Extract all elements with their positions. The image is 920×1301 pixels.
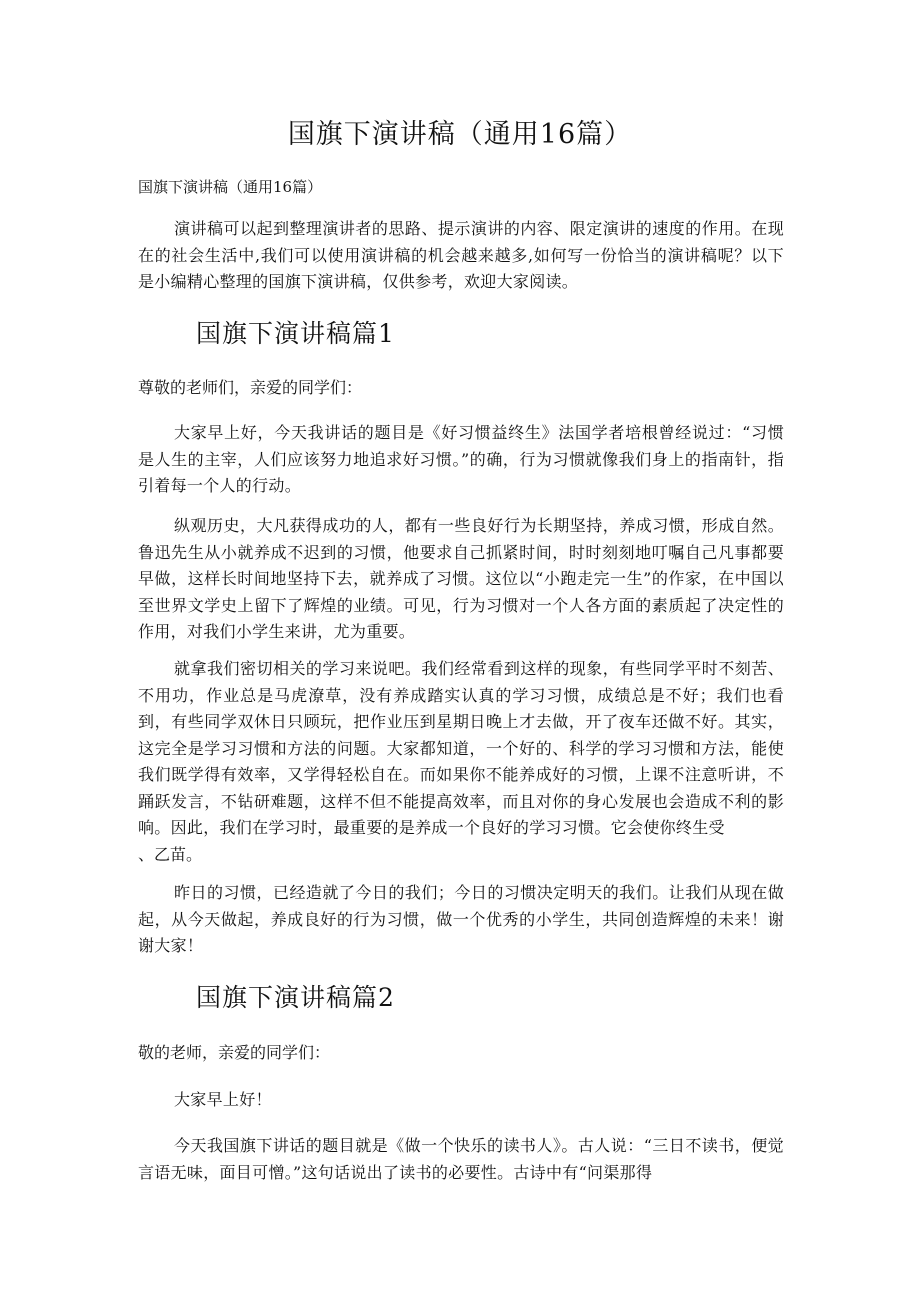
paragraph-1-3: 就拿我们密切相关的学习来说吧。我们经常看到这样的现象，有些同学平时不刻苦、不用功，作业总是马虎潦草，没有养成踏实认真的学习习惯，成绩总是不好；我们也看到，有些同学双休日只顾玩，把作业压到星期日晚上才去做，开了夜车还做不好。其实，这完全是学习习惯和方法的问题。大家都知道，一个好的、科学的学习习惯和方法，能使我们既学得有效率，又学得轻松自在。而如果你不能养成好的习惯，上课不注意听讲，不踊跃发言，不钻研难题，这样不但不能提高效率，而且对你的身心发展也会造成不利的影响。因此，我们在学习时，最重要的是养成一个良好的学习习惯。它会使你终生受: [138, 659, 784, 837]
paragraph-1-4: 昨日的习惯，已经造就了今日的我们；今日的习惯决定明天的我们。让我们从现在做起，从今天做起，养成良好的行为习惯，做一个优秀的小学生，共同创造辉煌的未来！谢谢大家！: [138, 883, 784, 955]
text-fragment: 、乙苗。: [138, 845, 203, 864]
intro-paragraph: 演讲稿可以起到整理演讲者的思路、提示演讲的内容、限定演讲的速度的作用。在现在的社会生活中,我们可以使用演讲稿的机会越来越多,如何写一份恰当的演讲稿呢？以下是小编精心整理的国旗下演讲稿，仅供参考，欢迎大家阅读。: [138, 219, 784, 291]
paragraph-2-2: 今天我国旗下讲话的题目就是《做一个快乐的读书人》。古人说：“三日不读书，便觉言语无味，面目可憎。”这句话说出了读书的必要性。古诗中有“问渠那得: [138, 1136, 784, 1182]
greeting-1: 尊敬的老师们，亲爱的同学们：: [138, 378, 363, 397]
section-heading-1: 国旗下演讲稿篇1: [196, 319, 395, 348]
paragraph-1-2: 纵观历史，大凡获得成功的人，都有一些良好行为长期坚持，养成习惯，形成自然。鲁迅先生从小就养成不迟到的习惯，他要求自己抓紧时间，时时刻刻地叮嘱自己凡事都要早做，这样长时间地坚持下去，就养成了习惯。这位以“小跑走完一生”的作家，在中国以至世界文学史上留下了辉煌的业绩。可见，行为习惯对一个人各方面的素质起了决定性的作用，对我们小学生来讲，尤为重要。: [138, 516, 784, 641]
page-title: 国旗下演讲稿（通用16篇）: [287, 119, 633, 150]
section-heading-2: 国旗下演讲稿篇2: [196, 983, 395, 1012]
paragraph-2-1: 大家早上好！: [174, 1090, 272, 1109]
greeting-2: 敬的老师，亲爱的同学们：: [138, 1043, 331, 1062]
document-subtitle: 国旗下演讲稿（通用16篇）: [138, 178, 323, 196]
paragraph-1-1: 大家早上好，今天我讲话的题目是《好习惯益终生》法国学者培根曾经说过：“习惯是人生的主宰，人们应该努力地追求好习惯。”的确，行为习惯就像我们身上的指南针，指引着每一个人的行动。: [138, 423, 784, 495]
